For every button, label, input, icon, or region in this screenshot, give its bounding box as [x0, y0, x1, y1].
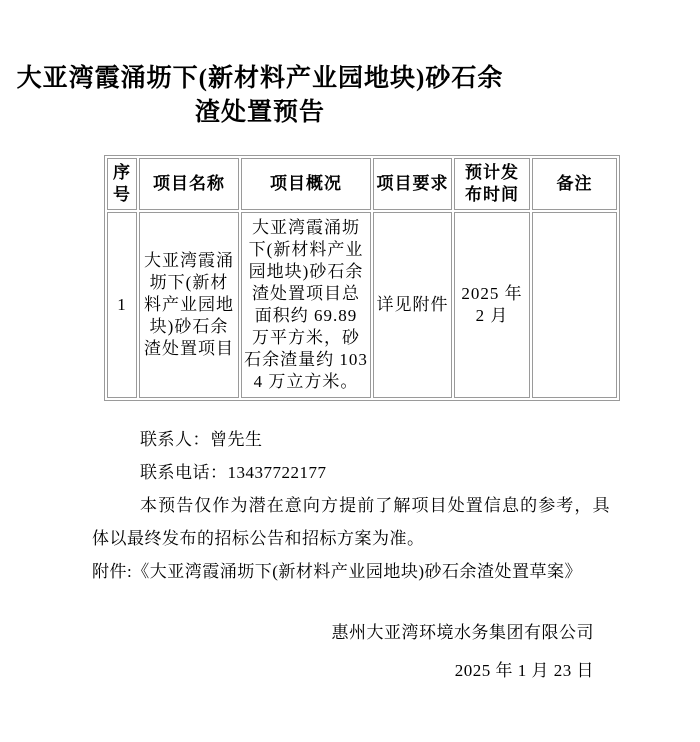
cell-remarks	[532, 212, 617, 398]
footer-date: 2025 年 1 月 23 日	[454, 661, 594, 680]
table-header-row	[107, 158, 617, 210]
cell-seq: 1	[107, 212, 137, 398]
header-project-name: 项目名称	[139, 158, 239, 210]
document-title	[0, 62, 520, 130]
cell-publish-time: 2025 年 2 月	[454, 212, 530, 398]
contact-person-line: 联系人：曾先生	[140, 430, 263, 449]
notice-paragraph: 本预告仅作为潜在意向方提前了解项目处置信息的参考，具体以最终发布的招标公告和招标方案为准。	[92, 496, 610, 548]
cell-project-overview: 大亚湾霞涌坜下(新材料产业园地块)砂石余渣处置项目总面积约 69.89 万平方米，砂石余渣量约 1034 万立方米。	[241, 212, 371, 398]
projects-table	[104, 155, 620, 401]
contact-block	[92, 423, 610, 588]
cell-project-requirements: 详见附件	[373, 212, 452, 398]
document-footer	[92, 614, 610, 690]
header-project-requirements: 项目要求	[373, 158, 452, 210]
header-seq: 序号	[107, 158, 137, 210]
cell-project-name: 大亚湾霞涌坜下(新材料产业园地块)砂石余渣处置项目	[139, 212, 239, 398]
document-title-line2: 渣处置预告	[194, 99, 325, 126]
header-project-overview: 项目概况	[241, 158, 371, 210]
document-title-line1: 大亚湾霞涌坜下(新材料产业园地块)砂石余	[16, 65, 504, 92]
footer-company: 惠州大亚湾环境水务集团有限公司	[331, 623, 594, 642]
attachment-line: 附件:《大亚湾霞涌坜下(新材料产业园地块)砂石余渣处置草案》	[92, 562, 583, 581]
header-publish-time: 预计发布时间	[454, 158, 530, 210]
contact-phone-line: 联系电话：13437722177	[140, 463, 327, 482]
table-row	[107, 212, 617, 398]
header-remarks: 备注	[532, 158, 617, 210]
projects-table-wrapper	[104, 155, 700, 401]
